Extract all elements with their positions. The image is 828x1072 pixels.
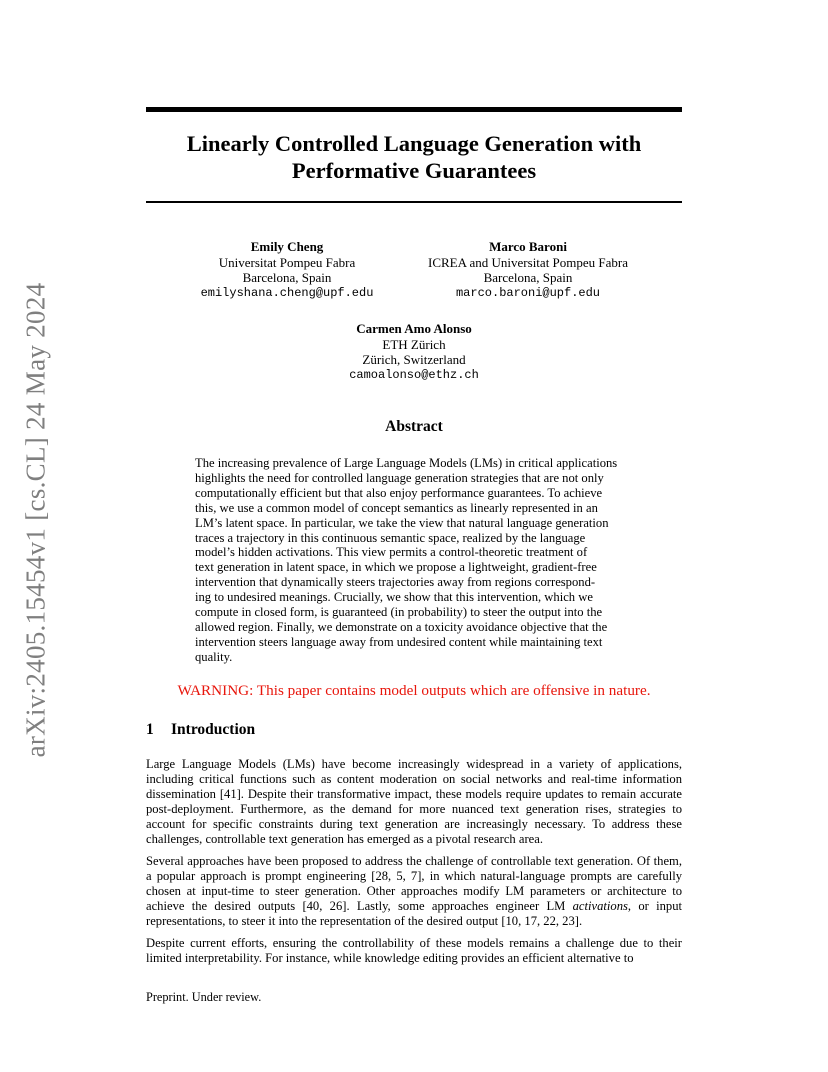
title-line-1: Linearly Controlled Language Generation with: [186, 131, 642, 156]
author-email: camoalonso@ethz.ch: [349, 367, 479, 382]
author-affiliation: ETH Zürich: [382, 336, 446, 352]
author-location: Barcelona, Spain: [242, 270, 332, 285]
intro-paragraph-2: [146, 854, 682, 929]
author-email: emilyshana.cheng@upf.edu: [200, 285, 374, 300]
footer-note: Preprint. Under review.: [146, 990, 262, 1004]
author-email: marco.baroni@upf.edu: [455, 285, 601, 300]
author-affiliation: Universitat Pompeu Fabra: [218, 254, 356, 270]
author-location: Zürich, Switzerland: [362, 352, 466, 367]
abstract-line: compute in closed form, is guaranteed (in probability) to steer the output into the: [195, 605, 603, 620]
section-title: Introduction: [171, 721, 256, 738]
section-heading: [146, 721, 255, 739]
title-line-2: Performative Guarantees: [291, 158, 537, 183]
abstract-line: LM’s latent space. In particular, we take the view that natural language generation: [195, 515, 609, 530]
author-block-2: [412, 239, 644, 301]
abstract-line: The increasing prevalence of Large Language Models (LMs) in critical applications: [195, 456, 618, 470]
abstract-line: highlights the need for controlled language generation strategies that are not only: [195, 470, 604, 485]
abstract-heading: Abstract: [385, 418, 443, 435]
author-affiliation: ICREA and Universitat Pompeu Fabra: [427, 254, 629, 270]
abstract-line: this, we use a common model of concept semantics as linearly represented in an: [195, 500, 598, 515]
title-bottom-rule: [146, 201, 682, 203]
paper-title: [146, 130, 682, 184]
abstract-line: model’s hidden activations. This view permits a control-theoretic treatment of: [195, 545, 588, 560]
paragraph-text: , or input representations, to steer it into the representation of the desired output [10, 17, 22, 23].: [146, 898, 682, 928]
abstract-line: traces a trajectory in this continuous semantic space, realized by the language: [195, 530, 586, 545]
author-name: Carmen Amo Alonso: [356, 321, 472, 336]
paragraph-text: Several approaches have been proposed to address the challenge of controllable text generation. Of them, a popular approach is prompt engineering [28, 5, 7], in which natural-language prompts are carefully chosen at input-time to steer generation. Other approaches modify LM parameters or architecture to achieve the desired outputs [40, 26]. Lastly, some approaches engineer LM: [146, 854, 682, 913]
intro-paragraph-3: Despite current efforts, ensuring the controllability of these models remains a challenge due to their limited interpretability. For instance, while knowledge editing provides an efficient alternative to: [146, 936, 682, 965]
abstract-line: computationally efficient but that also enjoy performance guarantees. To achieve: [195, 485, 603, 500]
emphasized-term: activations: [572, 898, 628, 913]
abstract-line: allowed region. Finally, we demonstrate on a toxicity avoidance objective that the: [195, 619, 608, 634]
author-name: Emily Cheng: [250, 239, 324, 254]
section-number: 1: [146, 721, 154, 738]
author-location: Barcelona, Spain: [483, 270, 573, 285]
arxiv-identifier-stamp: arXiv:2405.15454v1 [cs.CL] 24 May 2024: [20, 282, 51, 758]
author-block-1: [187, 239, 387, 301]
abstract-line: intervention steers language away from undesired content while maintaining text: [195, 634, 603, 649]
abstract-line: ing to undesired meanings. Crucially, we show that this intervention, which we: [195, 590, 593, 605]
author-block-3: [314, 321, 514, 383]
abstract-line: quality.: [195, 649, 233, 664]
abstract-body: [195, 456, 639, 665]
title-top-rule: [146, 107, 682, 112]
content-warning: WARNING: This paper contains model outputs which are offensive in nature.: [177, 682, 651, 699]
intro-paragraph-1: Large Language Models (LMs) have become increasingly widespread in a variety of applications, including critical functions such as content moderation on social networks and real-time information dissemination [41]. Despite their transformative impact, these models require updates to remain accurate post-deployment. Furthermore, as the demand for more nuanced text generation rises, strategies to account for specific constraints during text generation are increasingly necessary. To address these challenges, controllable text generation has emerged as a pivotal research area.: [146, 757, 682, 846]
abstract-line: text generation in latent space, in which we propose a lightweight, gradient-free: [195, 560, 597, 575]
abstract-line: intervention that dynamically steers trajectories away from regions correspond-: [195, 575, 596, 590]
author-name: Marco Baroni: [489, 239, 567, 254]
